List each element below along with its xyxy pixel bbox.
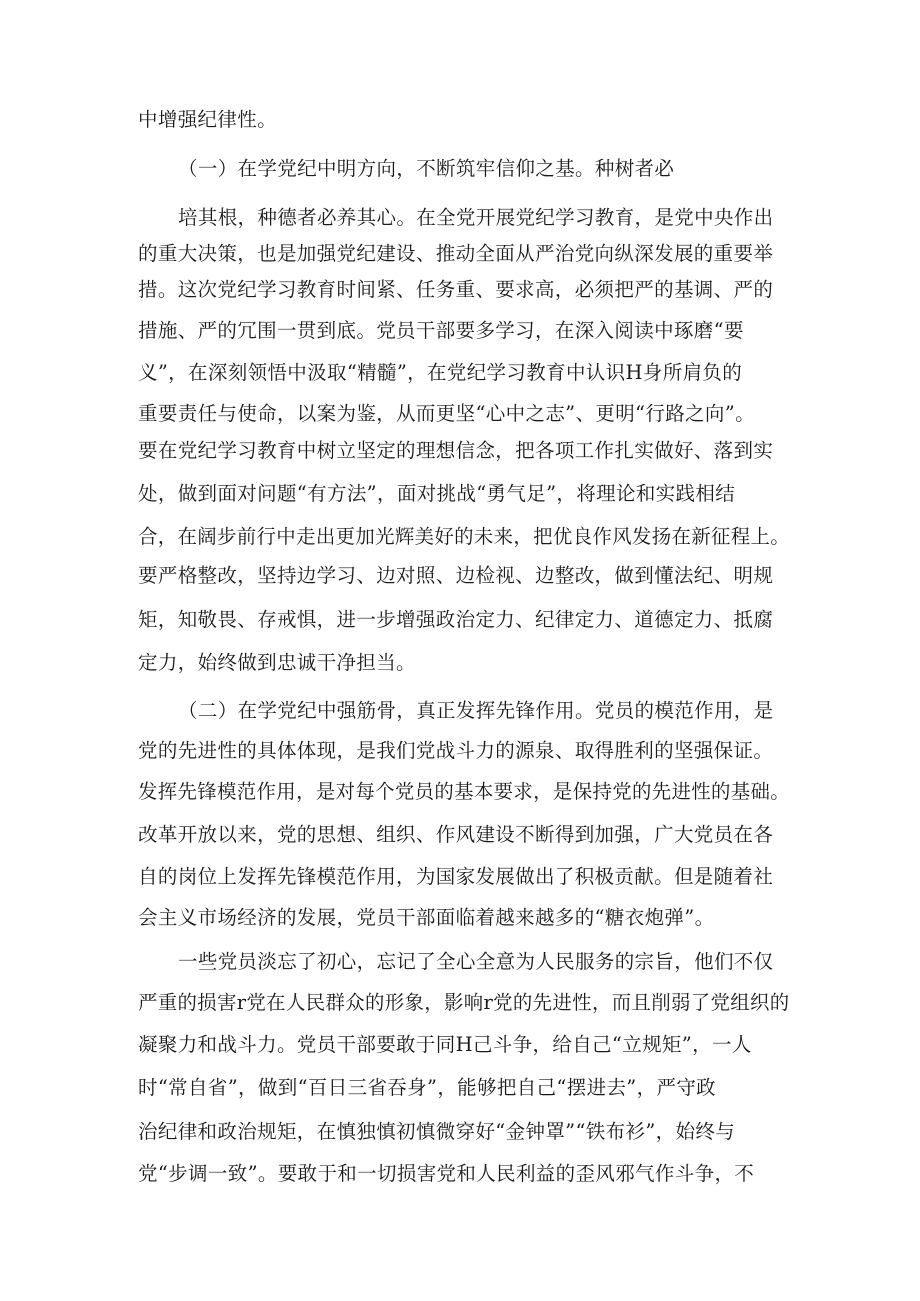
text-line: （一）在学党纪中明方向，不断筑牢信仰之基。种树者必 (178, 157, 675, 180)
text-line: 要在党纪学习教育中树立坚定的理想信念，把各项工作扎实做好、落到实 (138, 439, 774, 462)
text-line: 党的先进性的具体体现，是我们党战斗力的源泉、取得胜利的坚强保证。 (138, 739, 774, 762)
text-line: 党“步调一致”。要敢于和一切损害党和人民利益的歪风邪气作斗争，不 (138, 1162, 755, 1185)
text-line: 重要责任与使命，以案为鉴，从而更坚“心中之志”、更明“行路之向”。 (138, 402, 755, 425)
text-line: 改革开放以来，党的思想、组织、作风建设不断得到加强，广大党员在各 (138, 823, 774, 846)
text-line: 措施、严的冗围一贯到底。党员干部要多学习，在深入阅读中琢磨“要 (138, 319, 744, 342)
text-line: 要严格整改，坚持边学习、边对照、边检视、边整改，做到懂法纪、明规 (138, 564, 774, 587)
text-line: 义”，在深刻领悟中汲取“精髓”，在党纪学习教育中认识H身所肩负的 (138, 361, 743, 384)
text-line: 时“常自省”，做到“百日三省吞身”，能够把自己“摆进去”，严守政 (138, 1076, 717, 1099)
text-line: 发挥先锋模范作用，是对每个党员的基本要求，是保持党的先进性的基础。 (138, 780, 791, 803)
text-line: 严重的损害r党在人民群众的形象，影响r党的先进性，而且削弱了党组织的 (138, 991, 790, 1014)
text-line: 培其根，种德者必养其心。在全党开展党纪学习教育，是党中央作出 (178, 206, 774, 229)
text-line: 自的岗位上发挥先锋模范作用，为国家发展做出了积极贡献。但是随着社 (138, 865, 774, 888)
text-line: 治纪律和政治规矩，在慎独慎初慎微穿好“金钟罩”“铁布衫”，始终与 (138, 1120, 736, 1143)
text-line: 凝聚力和战斗力。党员干部要敢于同H己斗争，给自己“立规矩”，一人 (138, 1033, 752, 1056)
text-line: 一些党员淡忘了初心，忘记了全心全意为人民服务的宗旨，他们不仅 (178, 950, 774, 973)
text-line: 处，做到面对问题“有方法”，面对挑战“勇气足”，将理论和实践相结 (138, 482, 736, 505)
text-line: 措。这次党纪学习教育时间紧、任务重、要求高，必须把严的基调、严的 (138, 278, 774, 301)
text-line: 矩，知敬畏、存戒惧，进一步增强政治定力、纪律定力、道德定力、抵腐 (138, 608, 774, 631)
text-line: 合，在阔步前行中走出更加光辉美好的未来，把优良作风发扬在新征程上。 (138, 525, 791, 548)
text-line: 定力，始终做到忠诚干净担当。 (138, 651, 416, 674)
text-line: （二）在学党纪中强筋骨，真正发挥先锋作用。党员的模范作用，是 (178, 699, 774, 722)
text-line: 中增强纪律性。 (138, 108, 277, 131)
text-line: 的重大决策，也是加强党纪建设、推动全面从严治党向纵深发展的重要举 (138, 242, 774, 265)
text-line: 会主义市场经济的发展，党员干部面临着越来越多的“糖衣炮弹”。 (138, 906, 715, 929)
